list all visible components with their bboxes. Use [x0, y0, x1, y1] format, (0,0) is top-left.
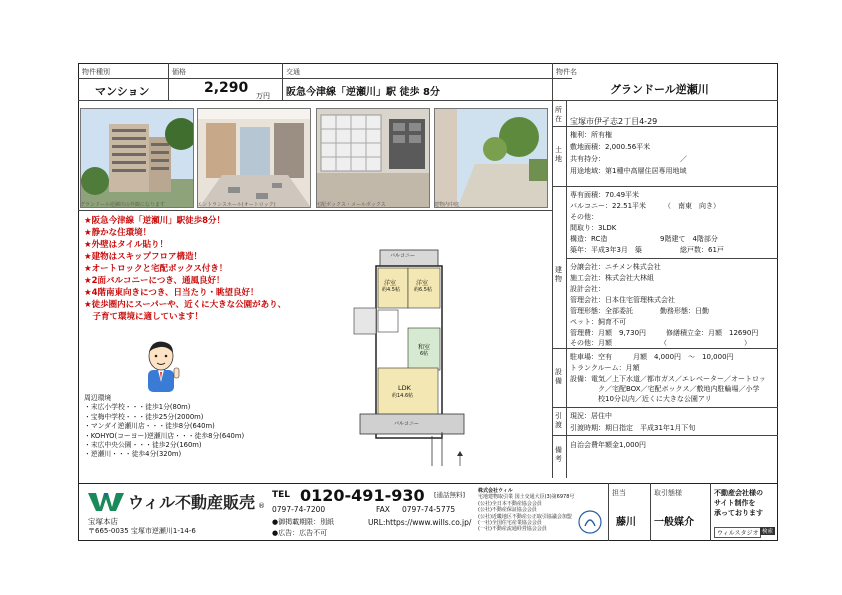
branch-name: 宝塚本店 — [88, 517, 118, 526]
transport-label: 交通 — [286, 68, 300, 76]
license-line: (一社)不動産流通経営協会会員 — [478, 526, 547, 533]
plan-balcony-top: バルコニー — [390, 253, 416, 259]
name-label-line — [552, 78, 572, 79]
plan-room1: 洋室 — [384, 280, 397, 287]
deal-label: 取引態様 — [654, 489, 682, 497]
plan-room2-size: 約6.5帖 — [414, 287, 432, 293]
location-label: 所在 — [555, 106, 562, 123]
location-value: 宝塚市伊孑志2丁目4-29 — [570, 117, 658, 126]
building-floors: 9階建て 4階部分 — [660, 235, 718, 243]
building-staff: 勤務形態：日勤 — [660, 307, 709, 315]
environment-item: ・マンダイ逆瀬川店・・・徒歩8分(640m) — [84, 422, 215, 431]
remarks-text: 自治会費年額金1,000円 — [570, 441, 647, 449]
feature-item: ★建物はスキップフロア構造！ — [84, 252, 202, 262]
license-line: (公社)近畿地区不動産公正取引協議会加盟 — [478, 513, 572, 520]
mailbox-caption: 宅配ボックス・メールボックス — [316, 202, 386, 208]
plan-room2: 洋室 — [416, 280, 429, 287]
building-built: 築年：平成3年3月 築 — [570, 246, 642, 254]
land-area: 敷地面積：2,000.56平米 — [570, 143, 651, 151]
environment-item: ・宝梅中学校・・・徒歩25分(2000m) — [84, 412, 204, 421]
building-label: 建物 — [555, 266, 562, 283]
license-line: (一社)全国住宅産業協会会員 — [478, 520, 542, 527]
feature-item: ★静かな住環境！ — [84, 228, 152, 238]
building-reserve: 修繕積立金：月額 12690円 — [666, 329, 759, 337]
environment-item: ・末広小学校・・・徒歩1分(80m) — [84, 403, 191, 412]
plan-room3: 和室 — [418, 344, 431, 351]
license-line: (公社)不動産保証協会会員 — [478, 507, 537, 514]
environment-item: ・末広中央公園・・・徒歩2分(160m) — [84, 441, 202, 450]
building-floor-area: 専有面積：70.49平米 — [570, 191, 640, 199]
building-other: その他： — [570, 213, 598, 221]
registered-mark: ® — [258, 502, 265, 510]
price-value: 2,290 — [204, 80, 249, 96]
promo-line: サイト制作を — [714, 499, 756, 507]
price-label: 価格 — [172, 68, 186, 76]
courtyard-caption: 建物内中庭 — [434, 202, 460, 208]
building-constructor: 施工会社：株式会社大林組 — [570, 274, 654, 282]
facilities-label: 設備 — [555, 368, 562, 385]
entrance-photo — [197, 108, 311, 208]
plan-balcony-bottom: バルコニー — [394, 421, 420, 427]
type-label: 物件種別 — [82, 68, 110, 76]
environment-item: ・逆瀬川・・・徒歩4分(320m) — [84, 450, 182, 459]
detail-line-3 — [552, 348, 778, 349]
plan-ldk: LDK — [398, 384, 411, 392]
tel-label: TEL — [272, 490, 291, 500]
tel-number-2[interactable]: 0797-74-7200 — [272, 505, 326, 514]
salesman-illustration-icon — [138, 338, 186, 392]
mailbox-photo — [316, 108, 430, 208]
detail-line-5 — [552, 435, 778, 436]
promo-search-box[interactable]: ウィルスタジオ — [714, 527, 761, 538]
environment-list — [84, 394, 244, 460]
feature-item: ★2面バルコニーにつき、通風良好！ — [84, 276, 225, 286]
land-rights: 権利：所有権 — [570, 131, 612, 139]
footer-divider-3 — [710, 483, 711, 541]
staff-label: 担当 — [612, 489, 626, 497]
photo-row-bottom — [78, 210, 552, 211]
building-management: 管理形態：全部委託 — [570, 307, 633, 315]
feature-item: ★4階南東向きにつき、日当たり・眺望良好！ — [84, 288, 259, 298]
handover-timing: 引渡時期：期日指定 平成31年1月下旬 — [570, 424, 696, 432]
handover-status: 現況：居住中 — [570, 412, 612, 420]
price-unit: 万円 — [256, 92, 270, 100]
publish-note: ●御掲載期限：別紙 — [272, 518, 335, 526]
building-fee: 管理費：月額 9,730円 — [570, 329, 647, 337]
facilities-equipment: ク／宅配BOX／宅配ボックス／敷地内駐輪場／小学 — [598, 385, 760, 393]
handover-label: 引渡 — [555, 412, 562, 429]
name-label: 物件名 — [556, 68, 577, 76]
building-inner-line — [566, 258, 778, 259]
building-orientation: （ 南東 向き） — [664, 202, 720, 210]
building-other-fee: その他：月額 — [570, 339, 612, 347]
company-name: ウィル不動産販売 — [128, 493, 256, 512]
type-value: マンション — [95, 85, 150, 98]
company-address: 〒665-0035 宝塚市逆瀬川1-14-6 — [88, 527, 196, 535]
building-layout: 間取り：3LDK — [570, 224, 617, 232]
promo-search-button[interactable]: 検索 — [762, 529, 774, 535]
facilities-parking: 駐車場：空有 月額 4,000円 ～ 10,000円 — [570, 353, 734, 361]
building-designer: 設計会社： — [570, 285, 605, 293]
fax-label: FAX — [376, 505, 390, 514]
land-zoning: 用途地域：第1種中高層住居専用地域 — [570, 167, 687, 175]
detail-line-2 — [552, 186, 778, 187]
license-line: (公社)全日本不動産協会会員 — [478, 500, 542, 507]
detail-label-column — [566, 100, 567, 478]
footer-divider-1 — [608, 483, 609, 541]
header-bottom-line — [78, 100, 778, 101]
promo-line: 承っております — [714, 509, 763, 517]
facilities-equipment: 校10分以内／近くに大きな公園アリ — [598, 395, 712, 403]
promo-block — [714, 488, 763, 518]
company-url[interactable]: URL:https://www.wills.co.jp/ — [368, 518, 472, 527]
staff-value: 藤川 — [616, 517, 636, 528]
feature-item: ★オートロックと宅配ボックス付き！ — [84, 264, 228, 274]
license-block — [478, 488, 574, 533]
tel-number[interactable]: 0120-491-930 — [300, 486, 425, 505]
exterior-caption: グランドール逆瀬川の外観になります — [80, 202, 165, 208]
exterior-photo — [80, 108, 194, 208]
plan-ldk-size: 約14.6帖 — [392, 393, 414, 399]
license-line: 宅地建物取引業 国土交通大臣(3)第6978号 — [478, 494, 575, 501]
environment-item: ・KOHYO(コーヨー)逆瀬川店・・・徒歩8分(640m) — [84, 431, 245, 440]
remarks-label: 備考 — [555, 446, 562, 463]
detail-line-4 — [552, 407, 778, 408]
fax-number: 0797-74-5775 — [402, 505, 456, 514]
building-structure: 構造：RC造 — [570, 235, 608, 243]
header-divider-2 — [282, 63, 283, 100]
courtyard-photo — [434, 108, 548, 208]
feature-item: ★外壁はタイル貼り！ — [84, 240, 168, 250]
land-share: 共有持分： — [570, 155, 605, 163]
header-divider-1 — [168, 63, 169, 100]
tel-note: [通話無料] — [434, 491, 466, 499]
header-label-divider — [78, 78, 552, 79]
feature-item: ★阪急今津線「逆瀬川」駅徒歩8分！ — [84, 216, 226, 226]
building-other-fee-paren: （ ） — [660, 339, 751, 347]
plan-room3-size: 6帖 — [420, 351, 429, 357]
promo-line: 不動産会社様の — [714, 489, 763, 497]
feature-list — [84, 215, 286, 323]
feature-item: ★徒歩圏内にスーパーや、近くに大きな公園があり、 — [84, 300, 287, 310]
building-units: 総戸数：61戸 — [680, 246, 724, 254]
building-balcony: バルコニー：22.51平米 — [570, 202, 647, 210]
entrance-caption: エントランスホール(オートロック) — [197, 202, 276, 208]
company-logo-icon — [86, 489, 126, 513]
association-seal-icon — [578, 510, 602, 534]
feature-item: 子育て環境に適しています！ — [84, 312, 204, 322]
floor-plan-diagram — [352, 248, 470, 470]
deal-value: 一般媒介 — [654, 517, 694, 528]
footer-divider-2 — [650, 483, 651, 541]
environment-title: 周辺環境 — [84, 394, 112, 402]
transport-value: 阪急今津線「逆瀬川」駅 徒歩 8分 — [286, 87, 440, 98]
building-pets: ペット：飼育不可 — [570, 318, 626, 326]
facilities-trunk: トランクルーム：月額 — [570, 364, 640, 372]
property-name: グランドール逆瀬川 — [610, 83, 709, 96]
plan-room1-size: 約4.5帖 — [382, 287, 400, 293]
facilities-equipment: 設備：電気／上下水道／都市ガス／エレベーター／オートロッ — [570, 375, 766, 383]
ad-note: ●広告：広告不可 — [272, 529, 328, 537]
building-manager: 管理会社：日本住宅管理株式会社 — [570, 296, 675, 304]
land-label: 土地 — [555, 146, 562, 163]
building-seller: 分譲会社：ニチメン株式会社 — [570, 263, 661, 271]
land-share-value: ／ — [680, 155, 687, 163]
license-title: 株式会社ウィル — [478, 488, 513, 494]
